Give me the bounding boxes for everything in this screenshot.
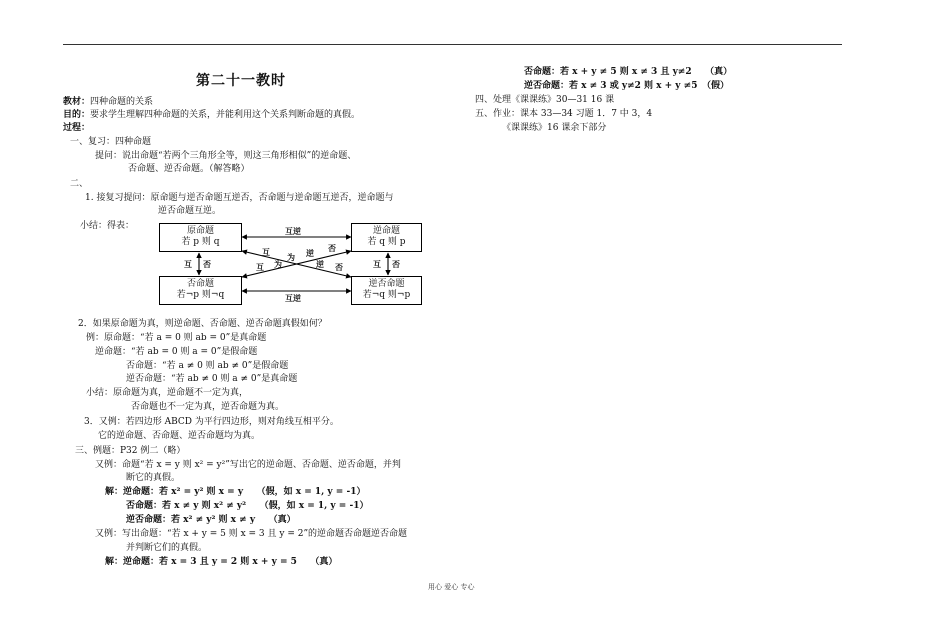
left-relation-char2: 否 — [203, 259, 211, 269]
section-review-heading: 一、复习：四种命题 — [70, 137, 152, 147]
diag2-label-char4: 否 — [335, 262, 343, 272]
example-original: 例：原命题：“若 a = 0 则 ab = 0”是真命题 — [86, 333, 267, 343]
original-proposition-box — [159, 223, 242, 252]
diag2-label-char2: 为 — [274, 259, 282, 269]
inverse-title: 否命题 — [186, 279, 214, 289]
right-relation-char1: 互 — [373, 259, 381, 269]
example-converse: 逆命题：“若 ab = 0 则 a = 0”是假命题 — [95, 347, 258, 357]
converse-proposition-box — [351, 223, 422, 252]
example3-question-line2: 并判断它们的真假。 — [126, 543, 208, 553]
top-relation-label: 互逆 — [285, 226, 301, 236]
page-title: 第二十一教时 — [196, 73, 286, 89]
process-label: 过程： — [63, 123, 91, 133]
review-question-line1: 提问：说出命题“若两个三角形全等，则这三角形相似”的逆命题、 — [95, 151, 357, 161]
contrapositive-formula: 若¬q 则¬p — [362, 290, 411, 300]
summary2-line2: 否命题也不一定为真，逆否命题为真。 — [131, 402, 285, 412]
contrapositive-title: 逆否命题 — [368, 279, 405, 289]
diag-label-char2: 为 — [287, 252, 295, 262]
right-relation-char2: 否 — [392, 259, 400, 269]
example-inverse: 否命题：“若 a ≠ 0 则 ab ≠ 0”是假命题 — [126, 361, 289, 371]
diag-label-char4: 否 — [328, 243, 336, 253]
section-examples-heading: 三、例题：P32 例二（略） — [75, 446, 186, 456]
example2-answer-contrapositive: 逆否命题：若 x² ≠ y² 则 x ≠ y （真） — [126, 515, 296, 525]
example2-answer-inverse: 否命题：若 x ≠ y 则 x² ≠ y² （假，如 x = 1, y = -1） — [126, 501, 369, 511]
diag2-label-char3: 逆 — [316, 259, 324, 269]
bottom-relation-label: 互逆 — [285, 293, 301, 303]
example2-question-line2: 断它的真假。 — [126, 473, 181, 483]
point3-line1: 3．又例：若四边形 ABCD 为平行四边形，则对角线互相平分。 — [84, 417, 339, 427]
original-title: 原命题 — [186, 226, 214, 236]
goal-text: 要求学生理解四种命题的关系，并能利用这个关系判断命题的真假。 — [90, 110, 361, 120]
section-four-line: 四、处理《课课练》30—31 16 课 — [475, 95, 615, 105]
converse-title: 逆命题 — [372, 226, 400, 236]
converse-formula: 若 q 则 p — [367, 237, 406, 247]
example3-question-line1: 又例：写出命题：“若 x + y = 5 则 x = 3 且 y = 2”的逆命题否命题逆否命题 — [95, 529, 408, 539]
example2-question-line1: 又例：命题“若 x = y 则 x² = y²”写出它的逆命题、否命题、逆否命题，并判 — [95, 460, 401, 470]
example3-answer-converse: 解：逆命题：若 x = 3 且 y = 2 则 x + y = 5 （真） — [105, 557, 338, 567]
point1-line2: 逆否命题互逆。 — [158, 206, 222, 216]
review-question-line2: 否命题、逆否命题。（解答略） — [128, 164, 250, 174]
example-contrapositive: 逆否命题：“若 ab ≠ 0 则 a ≠ 0”是真命题 — [126, 374, 298, 384]
diag-label-char3: 逆 — [306, 248, 314, 258]
summary-label: 小结：得表： — [80, 221, 135, 231]
example3-answer-contrapositive: 逆否命题：若 x ≠ 3 或 y≠2 则 x + y ≠5 （假） — [524, 81, 729, 91]
example2-answer-converse: 解：逆命题：若 x² = y² 则 x = y （假，如 x = 1, y = -1） — [105, 487, 366, 497]
inverse-formula: 若¬p 则¬q — [176, 290, 225, 300]
original-formula: 若 p 则 q — [181, 237, 220, 247]
diag2-label-char1: 互 — [256, 262, 264, 272]
page-footer: 用心 爱心 专心 — [428, 583, 475, 591]
inverse-proposition-box — [159, 276, 242, 305]
section-two-heading: 二、 — [70, 179, 89, 189]
point1-line1: 1. 接复习提问：原命题与逆否命题互逆否，否命题与逆命题互逆否，逆命题与 — [85, 193, 394, 203]
point3-line2: 它的逆命题、否命题、逆否命题均为真。 — [98, 431, 261, 441]
contrapositive-proposition-box — [351, 276, 422, 305]
point2-question: 2．如果原命题为真，则逆命题、否命题、逆否命题真假如何？ — [78, 319, 327, 329]
goal-label: 目的： — [63, 110, 91, 120]
diag-label-char1: 互 — [262, 247, 270, 257]
material-text: 四种命题的关系 — [90, 97, 154, 107]
summary2-line1: 小结：原命题为真，逆命题不一定为真， — [86, 388, 249, 398]
example3-answer-inverse: 否命题：若 x + y ≠ 5 则 x ≠ 3 且 y≠2 （真） — [524, 67, 733, 77]
homework-extra-line: 《课课练》16 课余下部分 — [502, 123, 607, 133]
section-five-line: 五、作业：课本 33—34 习题 1．7 中 3，4 — [475, 109, 653, 119]
left-relation-char1: 互 — [184, 259, 192, 269]
material-label: 教材： — [63, 97, 91, 107]
